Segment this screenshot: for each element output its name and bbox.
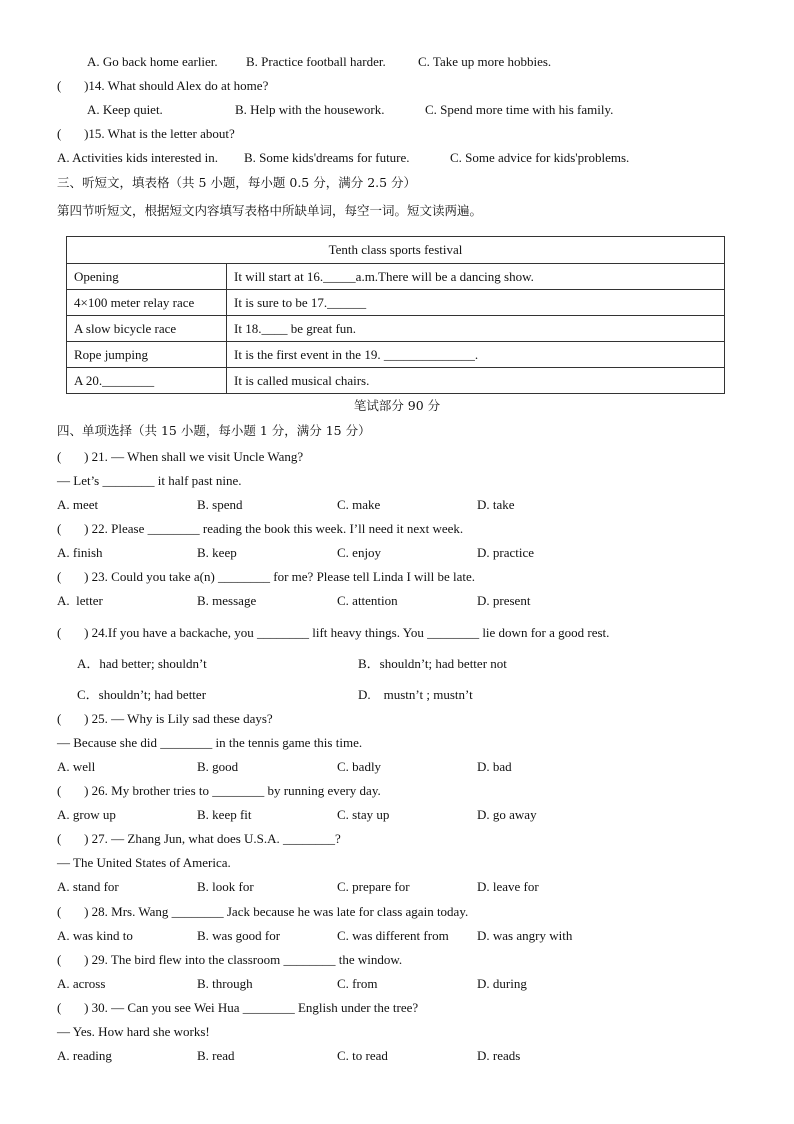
question-26-stem: ( ) 26. My brother tries to ________ by running every day. <box>57 783 381 798</box>
q27-option-a: A. stand for <box>57 879 119 894</box>
q29-option-b: B. through <box>197 976 253 991</box>
q21-option-c: C. make <box>337 497 381 512</box>
q30-option-b: B. read <box>197 1048 235 1063</box>
q26-option-b: B. keep fit <box>197 807 252 822</box>
table-row <box>67 264 725 290</box>
q30-option-c: C. to read <box>337 1048 388 1063</box>
q28-option-c: C. was different from <box>337 928 449 943</box>
q24-option-c: C．shouldn’t; had better <box>77 687 207 702</box>
question-24-stem: ( ) 24.If you have a backache, you ________ lift heavy things. You ________ lie down for a good rest. <box>57 625 610 640</box>
q29-option-c: C. from <box>337 976 378 991</box>
q13-option-c: C. Take up more hobbies. <box>418 54 552 69</box>
q24-option-d: D. mustn’t ; mustn’t <box>358 687 473 702</box>
table-row-content: It is called musical chairs. <box>227 368 725 394</box>
table-row-label: Opening <box>67 264 227 290</box>
q15-option-c: C. Some advice for kids'problems. <box>450 150 630 165</box>
q25-option-c: C. badly <box>337 759 382 774</box>
section-4-heading: 四、单项选择（共 15 小题，每小题 1 分，满分 15 分） <box>57 423 371 438</box>
table-row-label: A slow bicycle race <box>67 316 227 342</box>
section-3-heading: 三、听短文，填表格（共 5 小题，每小题 0.5 分，满分 2.5 分） <box>57 175 417 190</box>
table-row <box>67 316 725 342</box>
table-row-label: Rope jumping <box>67 342 227 368</box>
table-row <box>67 368 725 394</box>
q21-option-a: A. meet <box>57 497 99 512</box>
q23-option-a: A. letter <box>57 593 103 608</box>
q25-option-b: B. good <box>197 759 239 774</box>
q22-option-b: B. keep <box>197 545 237 560</box>
q27-option-d: D. leave for <box>477 879 539 894</box>
section-3-instruction: 第四节听短文，根据短文内容填写表格中所缺单词，每空一词。短文读两遍。 <box>57 203 483 218</box>
sports-festival-table <box>66 236 725 394</box>
q27-option-b: B. look for <box>197 879 254 894</box>
q23-option-d: D. present <box>477 593 531 608</box>
q14-option-b: B. Help with the housework. <box>235 102 385 117</box>
q23-option-c: C. attention <box>337 593 398 608</box>
table-row <box>67 290 725 316</box>
q26-option-c: C. stay up <box>337 807 390 822</box>
q21-option-b: B. spend <box>197 497 243 512</box>
question-28-stem: ( ) 28. Mrs. Wang ________ Jack because he was late for class again today. <box>57 904 469 919</box>
q22-option-c: C. enjoy <box>337 545 382 560</box>
q13-option-a: A. Go back home earlier. <box>87 54 218 69</box>
table-row-label: 4×100 meter relay race <box>67 290 227 316</box>
question-27-stem: ( ) 27. — Zhang Jun, what does U.S.A. ________? <box>57 831 341 846</box>
q13-option-b: B. Practice football harder. <box>246 54 386 69</box>
q26-option-d: D. go away <box>477 807 537 822</box>
q29-option-d: D. during <box>477 976 527 991</box>
table-row-content: It will start at 16._____a.m.There will be a dancing show. <box>227 264 725 290</box>
q27-option-c: C. prepare for <box>337 879 410 894</box>
q28-option-a: A. was kind to <box>57 928 133 943</box>
q23-option-b: B. message <box>197 593 257 608</box>
q30-option-a: A. reading <box>57 1048 112 1063</box>
q22-option-d: D. practice <box>477 545 535 560</box>
table-row-content: It is sure to be 17.______ <box>227 290 725 316</box>
question-25-stem: ( ) 25. — Why is Lily sad these days? <box>57 711 273 726</box>
q25-option-d: D. bad <box>477 759 512 774</box>
question-21-reply: — Let’s ________ it half past nine. <box>57 473 242 488</box>
q22-option-a: A. finish <box>57 545 103 560</box>
question-29-stem: ( ) 29. The bird flew into the classroom ________ the window. <box>57 952 403 967</box>
written-part-heading: 笔试部分 90 分 <box>353 398 441 413</box>
q14-option-a: A. Keep quiet. <box>87 102 163 117</box>
q30-option-d: D. reads <box>477 1048 521 1063</box>
question-25-reply: — Because she did ________ in the tennis game this time. <box>57 735 363 750</box>
table-row-content: It is the first event in the 19. ______________. <box>227 342 725 368</box>
question-30-stem: ( ) 30. — Can you see Wei Hua ________ English under the tree? <box>57 1000 419 1015</box>
table-row-label: A 20.________ <box>67 368 227 394</box>
question-30-reply: — Yes. How hard she works! <box>57 1024 210 1039</box>
q24-option-a: A．had better; shouldn’t <box>77 656 207 671</box>
table-row <box>67 342 725 368</box>
q15-option-b: B. Some kids'dreams for future. <box>244 150 410 165</box>
question-23-stem: ( ) 23. Could you take a(n) ________ for me? Please tell Linda I will be late. <box>57 569 476 584</box>
table-title: Tenth class sports festival <box>67 237 725 264</box>
q28-option-b: B. was good for <box>197 928 281 943</box>
q29-option-a: A. across <box>57 976 106 991</box>
question-21-stem: ( ) 21. — When shall we visit Uncle Wang? <box>57 449 304 464</box>
question-14-stem: ( )14. What should Alex do at home? <box>57 78 269 93</box>
question-15-stem: ( )15. What is the letter about? <box>57 126 235 141</box>
q25-option-a: A. well <box>57 759 96 774</box>
q28-option-d: D. was angry with <box>477 928 573 943</box>
q21-option-d: D. take <box>477 497 515 512</box>
q14-option-c: C. Spend more time with his family. <box>425 102 614 117</box>
question-22-stem: ( ) 22. Please ________ reading the book this week. I’ll need it next week. <box>57 521 464 536</box>
q26-option-a: A. grow up <box>57 807 116 822</box>
q15-option-a: A. Activities kids interested in. <box>57 150 219 165</box>
question-27-reply: — The United States of America. <box>57 855 231 870</box>
q24-option-b: B．shouldn’t; had better not <box>358 656 507 671</box>
table-row-content: It 18.____ be great fun. <box>227 316 725 342</box>
